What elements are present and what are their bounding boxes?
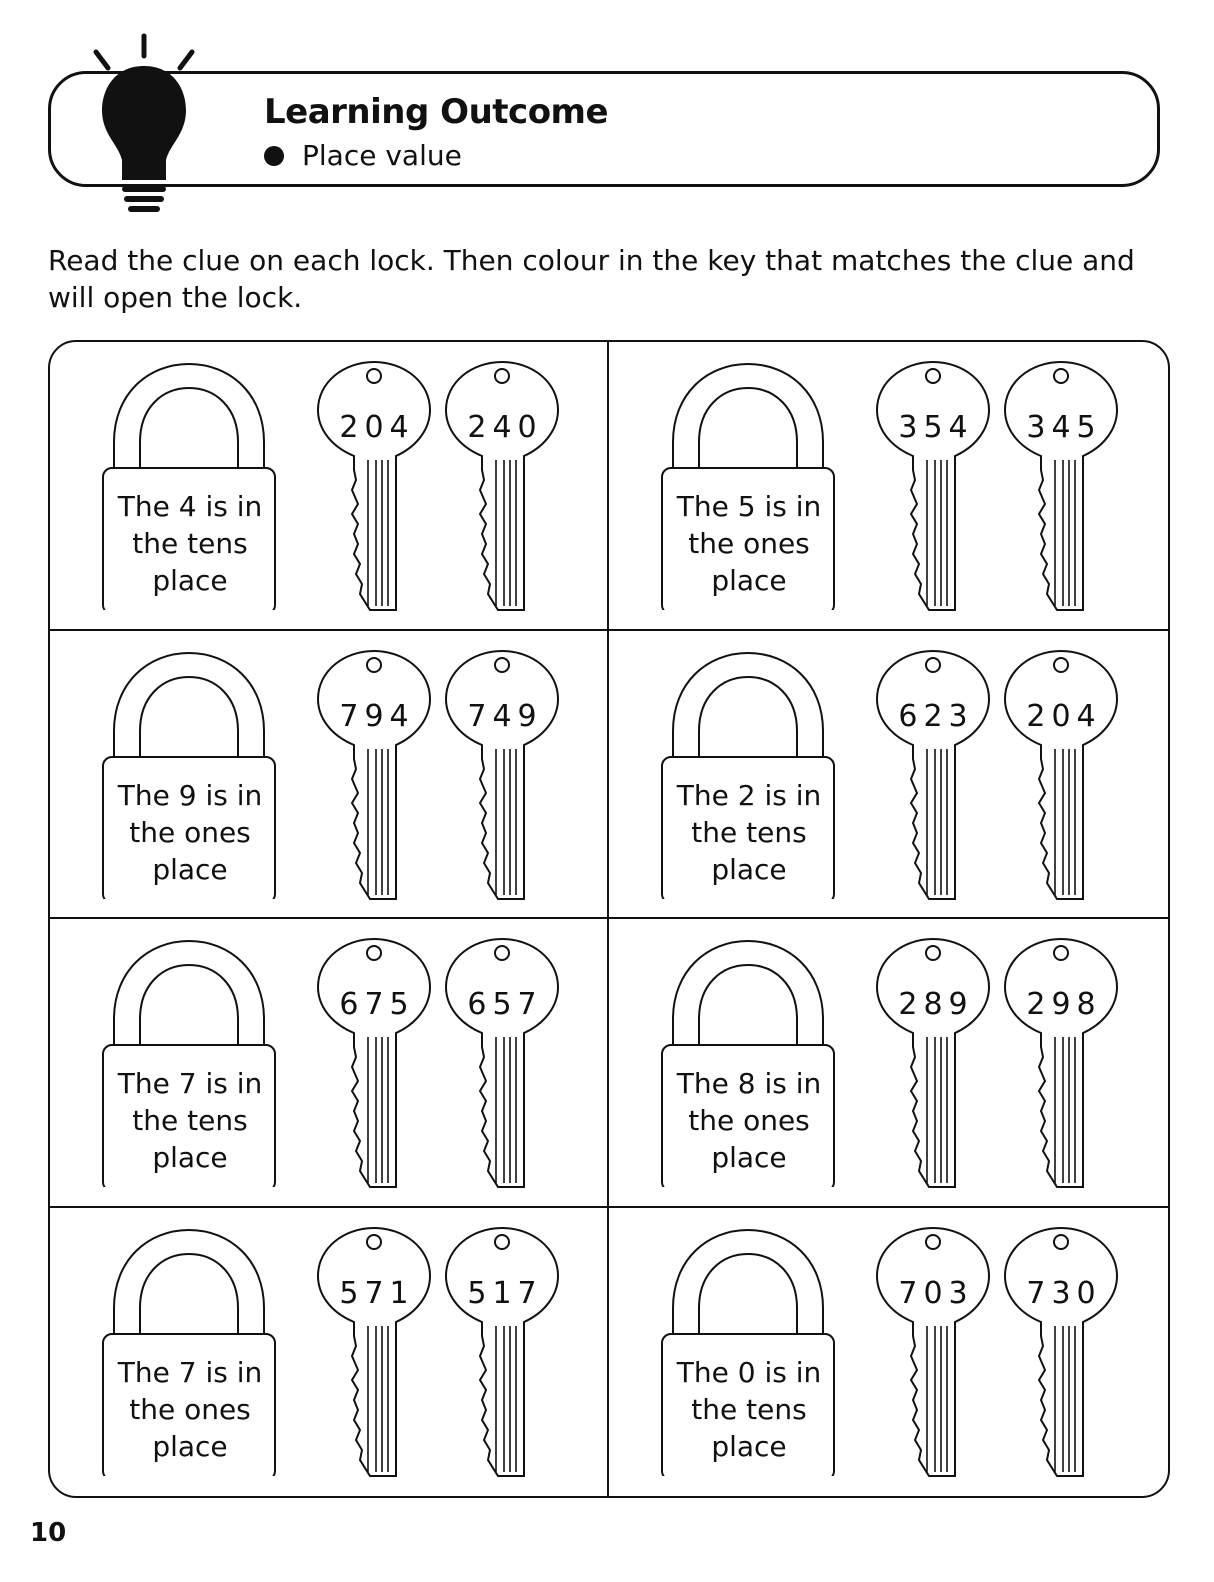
lock-clue-line: The 7 is in xyxy=(117,1355,263,1389)
lock-clue-line: the ones xyxy=(688,1104,810,1137)
key-option[interactable] xyxy=(875,1226,991,1478)
bullet-icon xyxy=(264,146,284,166)
key-icon xyxy=(444,649,560,901)
key-number: 730 xyxy=(1026,1275,1102,1311)
key-option[interactable] xyxy=(1003,937,1119,1189)
key-number: 298 xyxy=(1026,987,1102,1022)
key-number: 675 xyxy=(339,987,415,1022)
lock-clue xyxy=(665,1065,833,1176)
lock-clue-line: the ones xyxy=(129,815,251,849)
key-option[interactable] xyxy=(1003,1226,1119,1478)
lock-clue-line: the ones xyxy=(129,1392,251,1426)
key-icon xyxy=(1003,649,1119,901)
key-icon xyxy=(1003,1226,1119,1478)
key-number: 517 xyxy=(467,1275,543,1311)
padlock xyxy=(661,1226,835,1476)
key-number: 657 xyxy=(467,987,543,1022)
key-icon xyxy=(875,360,991,612)
key-option[interactable] xyxy=(875,649,991,901)
puzzle-cell xyxy=(50,1208,609,1497)
key-option[interactable] xyxy=(875,360,991,612)
lock-clue xyxy=(665,777,833,888)
lock-clue xyxy=(665,488,833,599)
learning-outcome-text: Place value xyxy=(302,139,462,172)
key-option[interactable] xyxy=(316,1226,432,1478)
key-icon xyxy=(444,360,560,612)
lock-clue-line: The 5 is in xyxy=(676,490,822,523)
lock-clue-line: The 9 is in xyxy=(117,778,263,812)
learning-outcome-item xyxy=(264,139,462,172)
key-option[interactable] xyxy=(444,937,560,1189)
lock-clue xyxy=(106,777,274,888)
key-icon xyxy=(875,1226,991,1478)
key-number: 289 xyxy=(898,987,974,1022)
key-icon xyxy=(316,360,432,612)
key-icon xyxy=(1003,937,1119,1189)
lock-clue-line: The 2 is in xyxy=(676,778,822,812)
key-option[interactable] xyxy=(1003,649,1119,901)
lock-clue-line: place xyxy=(152,852,228,886)
puzzle-cell xyxy=(609,919,1168,1208)
padlock xyxy=(661,937,835,1187)
key-number: 354 xyxy=(898,410,974,445)
key-number: 204 xyxy=(339,410,415,445)
lock-clue-line: the tens xyxy=(132,1104,248,1137)
puzzle-cell xyxy=(50,631,609,920)
lock-clue-line: place xyxy=(711,1141,787,1174)
lock-clue-line: The 4 is in xyxy=(117,490,263,523)
lock-clue-line: place xyxy=(711,1429,787,1463)
lock-clue-line: the tens xyxy=(691,815,807,849)
key-option[interactable] xyxy=(444,649,560,901)
lightbulb-body-icon xyxy=(58,30,238,230)
key-number: 623 xyxy=(898,698,974,734)
puzzle-cell xyxy=(609,631,1168,920)
key-option[interactable] xyxy=(316,937,432,1189)
lock-clue xyxy=(106,488,274,599)
puzzle-cell xyxy=(50,342,609,631)
padlock xyxy=(102,649,276,899)
padlock xyxy=(102,360,276,610)
page-number: 10 xyxy=(30,1518,67,1548)
key-option[interactable] xyxy=(316,360,432,612)
lock-clue-line: place xyxy=(152,1429,228,1463)
lock-clue-line: place xyxy=(711,564,787,597)
puzzle-cell xyxy=(609,342,1168,631)
lock-clue xyxy=(106,1354,274,1465)
key-number: 794 xyxy=(339,698,415,734)
padlock xyxy=(102,1226,276,1476)
key-option[interactable] xyxy=(444,360,560,612)
key-icon xyxy=(444,937,560,1189)
puzzle-cell xyxy=(609,1208,1168,1497)
key-icon xyxy=(316,937,432,1189)
lock-clue-line: place xyxy=(152,564,228,597)
lock-clue xyxy=(665,1354,833,1465)
key-number: 749 xyxy=(467,698,543,734)
key-icon xyxy=(316,649,432,901)
key-number: 571 xyxy=(339,1275,415,1311)
key-option[interactable] xyxy=(1003,360,1119,612)
lock-clue-line: The 8 is in xyxy=(676,1067,822,1100)
padlock xyxy=(661,649,835,899)
key-number: 345 xyxy=(1026,410,1102,445)
padlock xyxy=(661,360,835,610)
key-icon xyxy=(444,1226,560,1478)
lock-clue-line: the tens xyxy=(691,1392,807,1426)
key-icon xyxy=(1003,360,1119,612)
key-option[interactable] xyxy=(875,937,991,1189)
lock-clue-line: the ones xyxy=(688,527,810,560)
key-number: 204 xyxy=(1026,698,1102,734)
lock-clue-line: place xyxy=(152,1141,228,1174)
key-icon xyxy=(875,937,991,1189)
key-icon xyxy=(875,649,991,901)
key-number: 703 xyxy=(898,1275,974,1311)
puzzle-grid xyxy=(48,340,1170,1498)
key-option[interactable] xyxy=(316,649,432,901)
key-icon xyxy=(316,1226,432,1478)
learning-outcome-title: Learning Outcome xyxy=(264,92,609,132)
lock-clue-line: The 7 is in xyxy=(117,1067,263,1100)
puzzle-cell xyxy=(50,919,609,1208)
lock-clue-line: place xyxy=(711,852,787,886)
instructions: Read the clue on each lock. Then colour in the key that matches the clue and will open the lock. xyxy=(48,244,1135,314)
key-option[interactable] xyxy=(444,1226,560,1478)
padlock xyxy=(102,937,276,1187)
lock-clue xyxy=(106,1065,274,1176)
key-number: 240 xyxy=(467,410,543,445)
lock-clue-line: The 0 is in xyxy=(676,1355,822,1389)
lock-clue-line: the tens xyxy=(132,527,248,560)
